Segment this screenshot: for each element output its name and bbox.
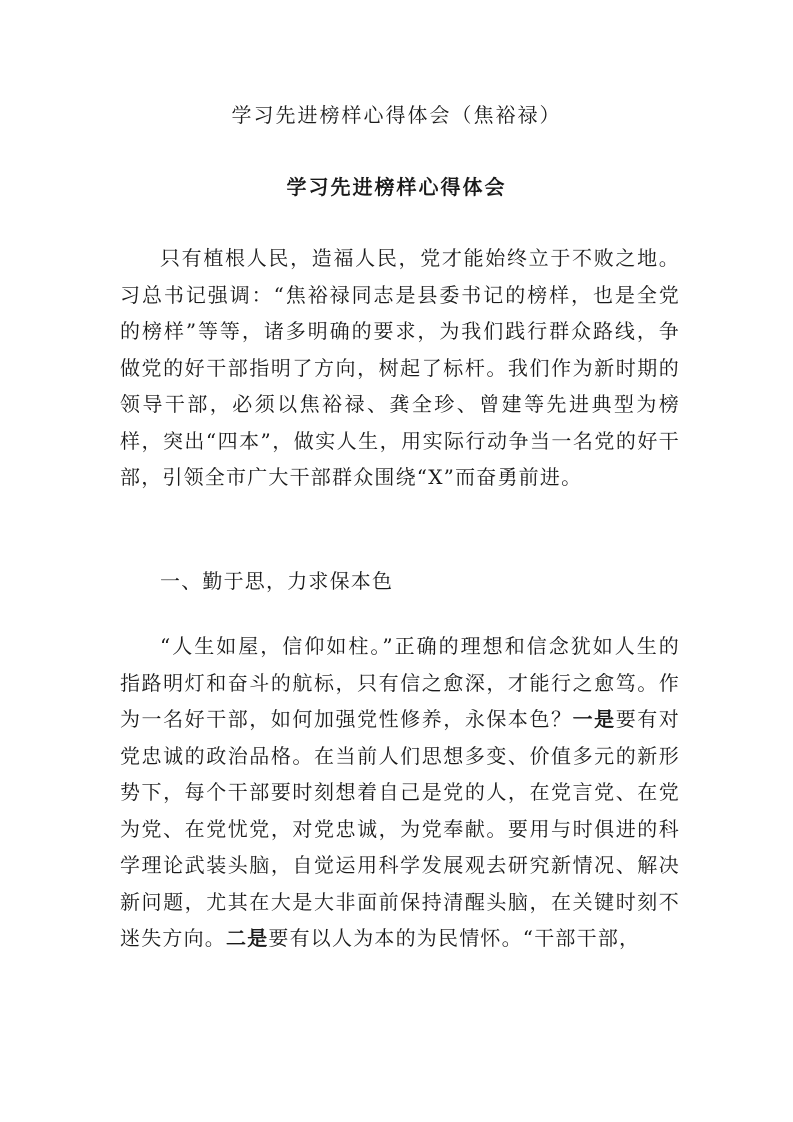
document-title: 学习先进榜样心得体会（焦裕禄） — [231, 103, 562, 127]
emphasis-first: 一是 — [572, 707, 616, 731]
paragraph-intro: 只有植根人民，造福人民，党才能始终立于不败之地。习总书记强调：“焦裕禄同志是县委书记的榜样，也是全党的榜样”等等，诸多明确的要求，为我们践行群众路线，争做党的好干部指明了方向，树起了标杆。我们作为新时期的领导干部，必须以焦裕禄、龚全珍、曾建等先进典型为榜样，突出“四本”，做实人生，用实际行动争当一名党的好干部，引领全市广大干部群众围绕“X”而奋勇前进。 — [120, 246, 680, 489]
emphasis-second: 二是 — [226, 926, 269, 950]
section-heading-1: 一、勤于思，力求保本色 — [160, 569, 394, 593]
paragraph-text: 要有以人为本的为民情怀。“干部干部， — [268, 926, 641, 950]
paragraph-text: 要有对党忠诚的政治品格。在当前人们思想多变、价值多元的新形势下，每个干部要时刻想着自己是党的人，在党言党、在党为党、在党忧党，对党忠诚，为党奉献。要用与时俱进的科学理论武装头脑，自觉运用科学发展观去研究新情况、解决新问题，尤其在大是大非面前保持清醒头脑，在关键时刻不迷失方向。 — [120, 707, 680, 950]
paragraph-section-1 — [120, 628, 680, 957]
document-subtitle: 学习先进榜样心得体会 — [286, 175, 507, 199]
paragraph-text: “人生如屋，信仰如柱。”正确的理想和信念犹如人生的指路明灯和奋斗的航标，只有信之愈深，才能行之愈笃。作为一名好干部，如何加强党性修养，永保本色？ — [120, 634, 680, 731]
